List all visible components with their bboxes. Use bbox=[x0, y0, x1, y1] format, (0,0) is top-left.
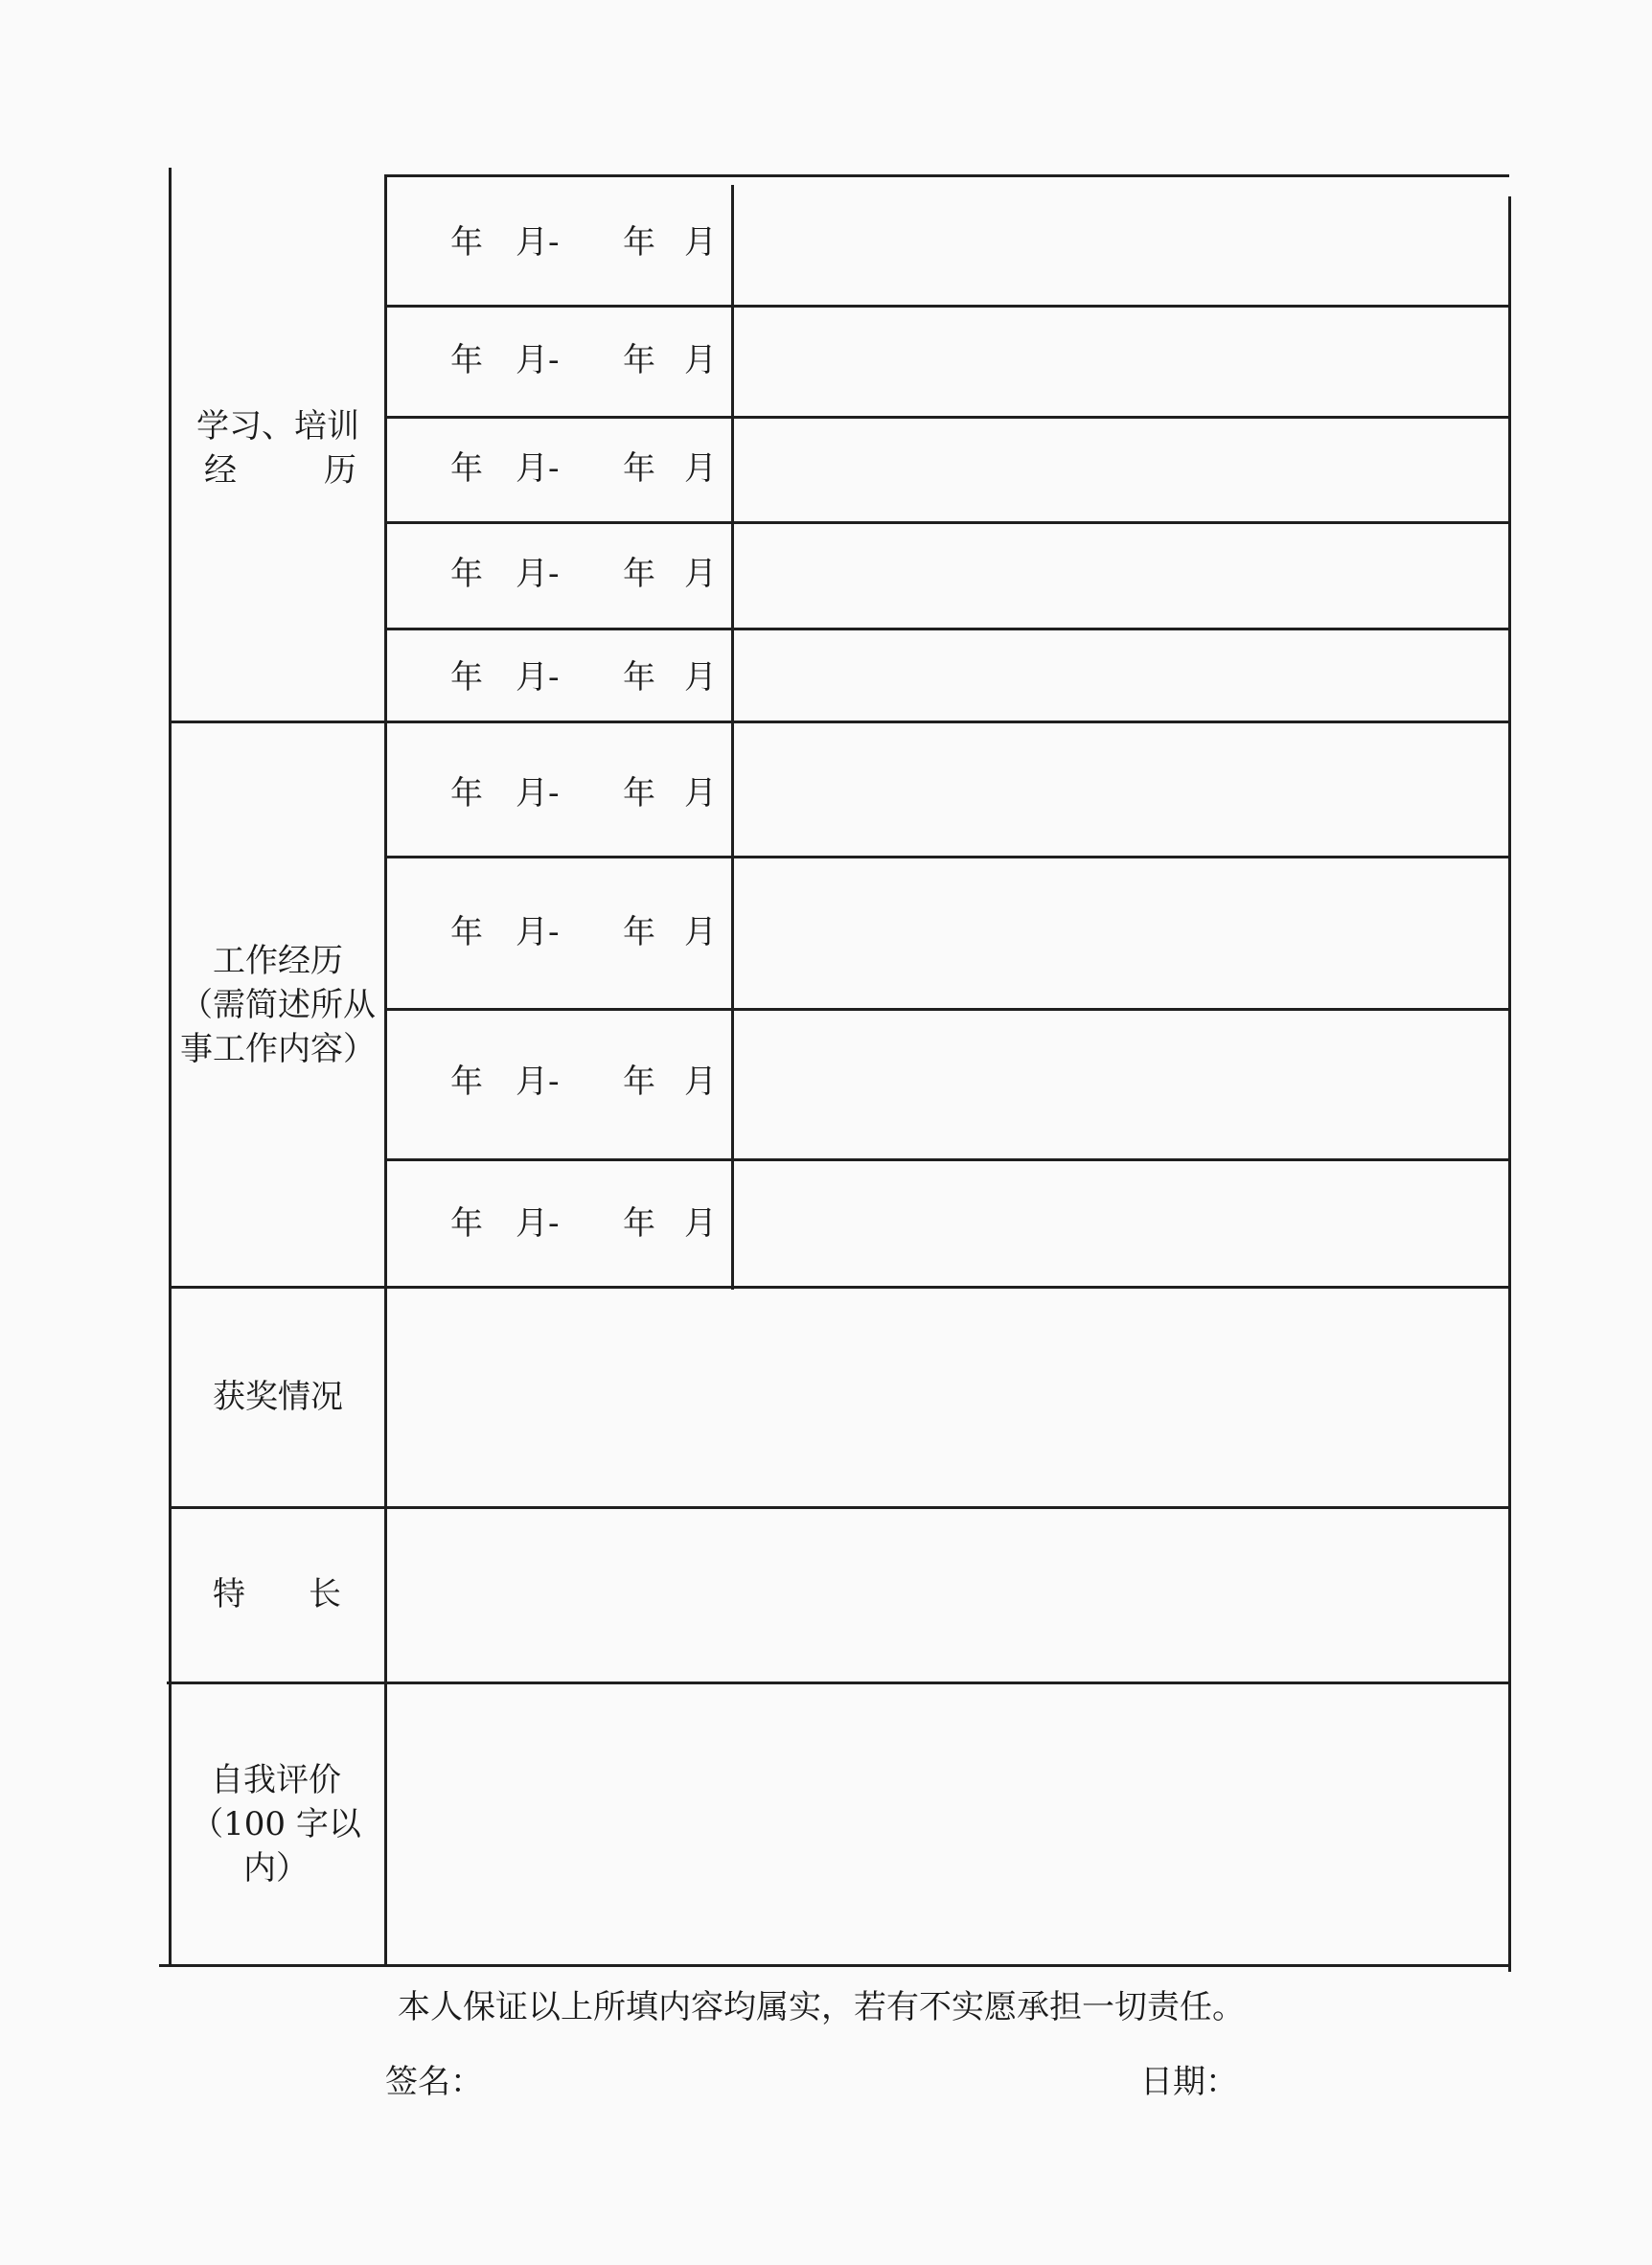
work-label-line3: 事工作内容） bbox=[180, 1030, 376, 1068]
work-row-divider bbox=[386, 1008, 1508, 1011]
date-year-to: 年 bbox=[623, 1204, 655, 1243]
section-divider-work-awards bbox=[169, 1286, 1508, 1289]
date-month-to: 月 bbox=[684, 223, 717, 262]
date-year-from: 年 bbox=[450, 913, 483, 951]
date-year-from: 年 bbox=[450, 223, 483, 262]
table-bottom-border bbox=[159, 1964, 1511, 1967]
study-section-label bbox=[172, 404, 383, 492]
date-year-to: 年 bbox=[623, 223, 655, 262]
date-month-to: 月 bbox=[684, 1204, 717, 1243]
date-column-divider bbox=[731, 185, 734, 1290]
date-month-from: 月- bbox=[516, 1063, 560, 1101]
table-top-border bbox=[385, 174, 1509, 177]
work-label-line1: 工作经历 bbox=[213, 942, 343, 980]
date-year-to: 年 bbox=[623, 341, 655, 379]
study-label-line2 bbox=[172, 448, 383, 492]
date-year-from: 年 bbox=[450, 341, 483, 379]
self-eval-label-line2: （100 字以 bbox=[191, 1805, 361, 1843]
date-year-to: 年 bbox=[623, 913, 655, 951]
self-evaluation-section-label bbox=[171, 1758, 381, 1890]
date-month-from: 月- bbox=[516, 555, 560, 593]
work-label-line2: （需简述所从 bbox=[180, 986, 376, 1024]
date-year-to: 年 bbox=[623, 774, 655, 812]
specialty-label-char-b: 长 bbox=[309, 1575, 341, 1613]
awards-label: 获奖情况 bbox=[213, 1378, 343, 1416]
date-month-from: 月- bbox=[516, 913, 560, 951]
date-year-to: 年 bbox=[623, 658, 655, 697]
date-month-from: 月- bbox=[516, 1204, 560, 1243]
study-label-char-a: 经 bbox=[204, 451, 237, 490]
date-year-to: 年 bbox=[623, 449, 655, 488]
study-row-divider bbox=[386, 305, 1508, 308]
label-column-divider bbox=[384, 174, 387, 1966]
date-year-from: 年 bbox=[450, 449, 483, 488]
section-divider-awards-specialty bbox=[169, 1506, 1508, 1509]
work-row-divider bbox=[386, 856, 1508, 858]
date-month-to: 月 bbox=[684, 1063, 717, 1101]
date-month-from: 月- bbox=[516, 223, 560, 262]
date-month-to: 月 bbox=[684, 341, 717, 379]
date-month-from: 月- bbox=[516, 341, 560, 379]
date-month-from: 月- bbox=[516, 774, 560, 812]
awards-section-label bbox=[172, 1375, 383, 1419]
date-year-from: 年 bbox=[450, 774, 483, 812]
signature-label: 签名： bbox=[385, 2063, 483, 2101]
study-row-divider bbox=[386, 628, 1508, 630]
date-month-from: 月- bbox=[516, 449, 560, 488]
date-month-from: 月- bbox=[516, 658, 560, 697]
date-year-to: 年 bbox=[623, 555, 655, 593]
date-month-to: 月 bbox=[684, 449, 717, 488]
date-year-from: 年 bbox=[450, 658, 483, 697]
declaration-statement: 本人保证以上所填内容均属实，若有不实愿承担一切责任。 bbox=[398, 1988, 1245, 2026]
date-month-to: 月 bbox=[684, 658, 717, 697]
section-divider-study-work bbox=[171, 721, 1508, 723]
study-row-divider bbox=[386, 416, 1508, 419]
work-section-label bbox=[172, 939, 383, 1071]
date-year-from: 年 bbox=[450, 1204, 483, 1243]
date-year-from: 年 bbox=[450, 555, 483, 593]
table-right-border bbox=[1508, 196, 1511, 1972]
self-eval-label-line3: 内） bbox=[243, 1849, 309, 1888]
date-month-to: 月 bbox=[684, 774, 717, 812]
work-row-divider bbox=[386, 1158, 1508, 1161]
table-left-border bbox=[169, 168, 172, 1965]
date-month-to: 月 bbox=[684, 555, 717, 593]
date-year-from: 年 bbox=[450, 1063, 483, 1101]
study-row-divider bbox=[386, 521, 1508, 524]
specialty-section-label bbox=[172, 1572, 383, 1616]
date-month-to: 月 bbox=[684, 913, 717, 951]
self-eval-label-line1: 自我评价 bbox=[211, 1761, 341, 1799]
study-label-line1: 学习、培训 bbox=[196, 407, 359, 446]
section-divider-specialty-selfeval bbox=[167, 1682, 1508, 1684]
specialty-label-char-a: 特 bbox=[213, 1575, 245, 1613]
date-year-to: 年 bbox=[623, 1063, 655, 1101]
study-label-char-b: 历 bbox=[324, 451, 356, 490]
date-label: 日期： bbox=[1140, 2063, 1238, 2101]
